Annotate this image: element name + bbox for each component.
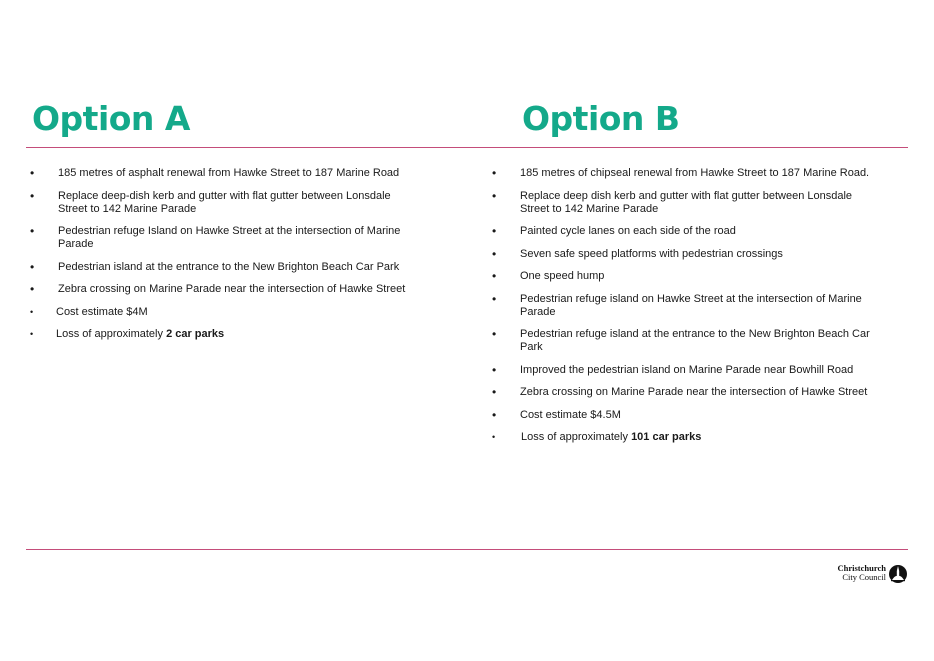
option-a-title: Option A xyxy=(32,99,190,138)
list-item: • Seven safe speed platforms with pedestrian crossings xyxy=(492,248,882,261)
bottom-divider xyxy=(26,549,908,550)
car-parks-count: 101 car parks xyxy=(631,431,702,443)
list-item: • Pedestrian island at the entrance to the New Brighton Beach Car Park xyxy=(30,261,410,274)
car-parks-count: 2 car parks xyxy=(166,328,225,340)
list-item: • Zebra crossing on Marine Parade near the intersection of Hawke Street xyxy=(30,283,410,296)
option-b-list xyxy=(492,167,882,454)
list-item: • Cost estimate $4M xyxy=(30,306,410,319)
list-item: • Zebra crossing on Marine Parade near the intersection of Hawke Street xyxy=(492,386,882,399)
list-item-car-parks xyxy=(30,328,410,341)
council-logo xyxy=(832,564,912,584)
list-item: • Replace deep dish kerb and gutter with flat gutter between Lonsdale Street to 142 Marine Parade xyxy=(492,190,882,216)
top-divider xyxy=(26,147,908,148)
list-item: • Replace deep-dish kerb and gutter with flat gutter between Lonsdale Street to 142 Marine Parade xyxy=(30,190,410,216)
list-item: • Pedestrian refuge island on Hawke Street at the intersection of Marine Parade xyxy=(492,293,882,319)
list-item-car-parks xyxy=(492,431,882,444)
logo-line-2: City Council xyxy=(842,572,886,582)
list-item: • Pedestrian refuge Island on Hawke Street at the intersection of Marine Parade xyxy=(30,225,410,251)
logo-text xyxy=(838,564,887,582)
list-item: • 185 metres of chipseal renewal from Hawke Street to 187 Marine Road. xyxy=(492,167,882,180)
car-parks-prefix: Loss of approximately xyxy=(56,328,167,340)
cathedral-logo-icon xyxy=(888,564,908,584)
option-b-title: Option B xyxy=(522,99,680,138)
car-parks-prefix: Loss of approximately xyxy=(521,431,632,443)
logo-line-1: Christchurch xyxy=(837,563,886,573)
list-item: • Pedestrian refuge island at the entrance to the New Brighton Beach Car Park xyxy=(492,328,882,354)
option-a-list xyxy=(30,167,410,351)
list-item: • Cost estimate $4.5M xyxy=(492,409,882,422)
list-item: • One speed hump xyxy=(492,270,882,283)
list-item: • Improved the pedestrian island on Marine Parade near Bowhill Road xyxy=(492,364,882,377)
list-item: • Painted cycle lanes on each side of the road xyxy=(492,225,882,238)
list-item: • 185 metres of asphalt renewal from Hawke Street to 187 Marine Road xyxy=(30,167,410,180)
